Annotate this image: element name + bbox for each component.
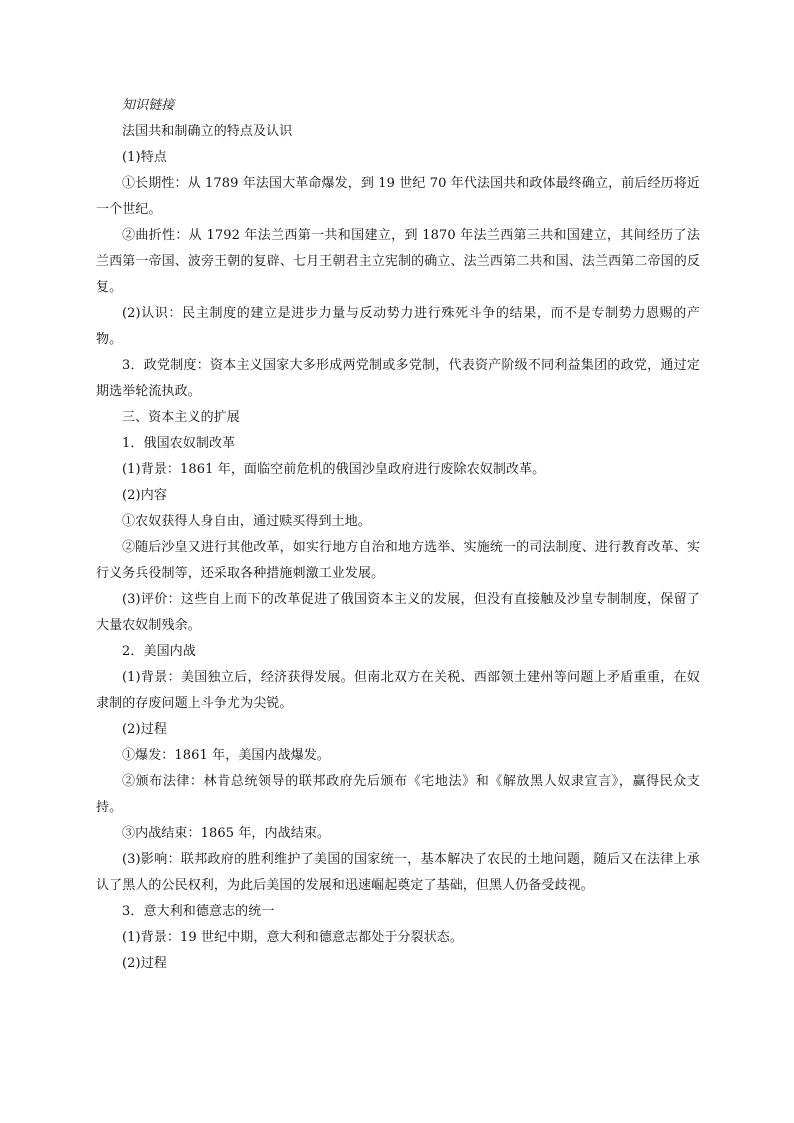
paragraph: ③内战结束：1865 年，内战结束。 [122, 826, 331, 841]
paragraph: 3．政党制度：资本主义国家大多形成两党制或多党制，代表资产阶级不同利益集团的政党，通过定期选举轮流执政。 [96, 358, 700, 399]
paragraph: (2)过程 [122, 956, 167, 971]
section-heading: 三、资本主义的扩展 [122, 410, 240, 425]
paragraph: ①长期性：从 1789 年法国大革命爆发，到 19 世纪 70 年代法国共和政体最终确立，前后经历将近一个世纪。 [96, 176, 700, 217]
paragraph: 法国共和制确立的特点及认识 [122, 124, 293, 139]
subheading: 3．意大利和德意志的统一 [122, 904, 275, 919]
paragraph: (1)背景：19 世纪中期，意大利和德意志都处于分裂状态。 [122, 930, 463, 945]
paragraph: (1)特点 [122, 150, 167, 165]
paragraph: ②颁布法律：林肯总统领导的联邦政府先后颁布《宅地法》和《解放黑人奴隶宣言》，赢得民众支持。 [96, 774, 700, 815]
paragraph: ①农奴获得人身自由，通过赎买得到土地。 [122, 514, 371, 529]
paragraph: (2)内容 [122, 488, 167, 503]
paragraph: (1)背景：美国独立后，经济获得发展。但南北双方在关税、西部领土建州等问题上矛盾重重，在奴隶制的存废问题上斗争尤为尖锐。 [96, 670, 700, 711]
section-heading-knowledge-link: 知识链接 [122, 98, 175, 113]
document-body [96, 93, 700, 977]
paragraph: (3)影响：联邦政府的胜利维护了美国的国家统一，基本解决了农民的土地问题，随后又在法律上承认了黑人的公民权利，为此后美国的发展和迅速崛起奠定了基础，但黑人仍备受歧视。 [96, 852, 700, 893]
paragraph: ②随后沙皇又进行其他改革，如实行地方自治和地方选举、实施统一的司法制度、进行教育改革、实行义务兵役制等，还采取各种措施刺激工业发展。 [96, 540, 700, 581]
subheading: 1．俄国农奴制改革 [122, 436, 236, 451]
paragraph: (3)评价：这些自上而下的改革促进了俄国资本主义的发展，但没有直接触及沙皇专制制度，保留了大量农奴制残余。 [96, 592, 700, 633]
paragraph: (2)认识：民主制度的建立是进步力量与反动势力进行殊死斗争的结果，而不是专制势力恩赐的产物。 [96, 306, 700, 347]
paragraph: (2)过程 [122, 722, 167, 737]
paragraph: ②曲折性：从 1792 年法兰西第一共和国建立，到 1870 年法兰西第三共和国建立，其间经历了法兰西第一帝国、波旁王朝的复辟、七月王朝君主立宪制的确立、法兰西第二共和国、法兰西第二帝国的反复。 [96, 228, 700, 295]
paragraph: (1)背景：1861 年，面临空前危机的俄国沙皇政府进行废除农奴制改革。 [122, 462, 546, 477]
paragraph: ①爆发：1861 年，美国内战爆发。 [122, 748, 331, 763]
subheading: 2．美国内战 [122, 644, 196, 659]
